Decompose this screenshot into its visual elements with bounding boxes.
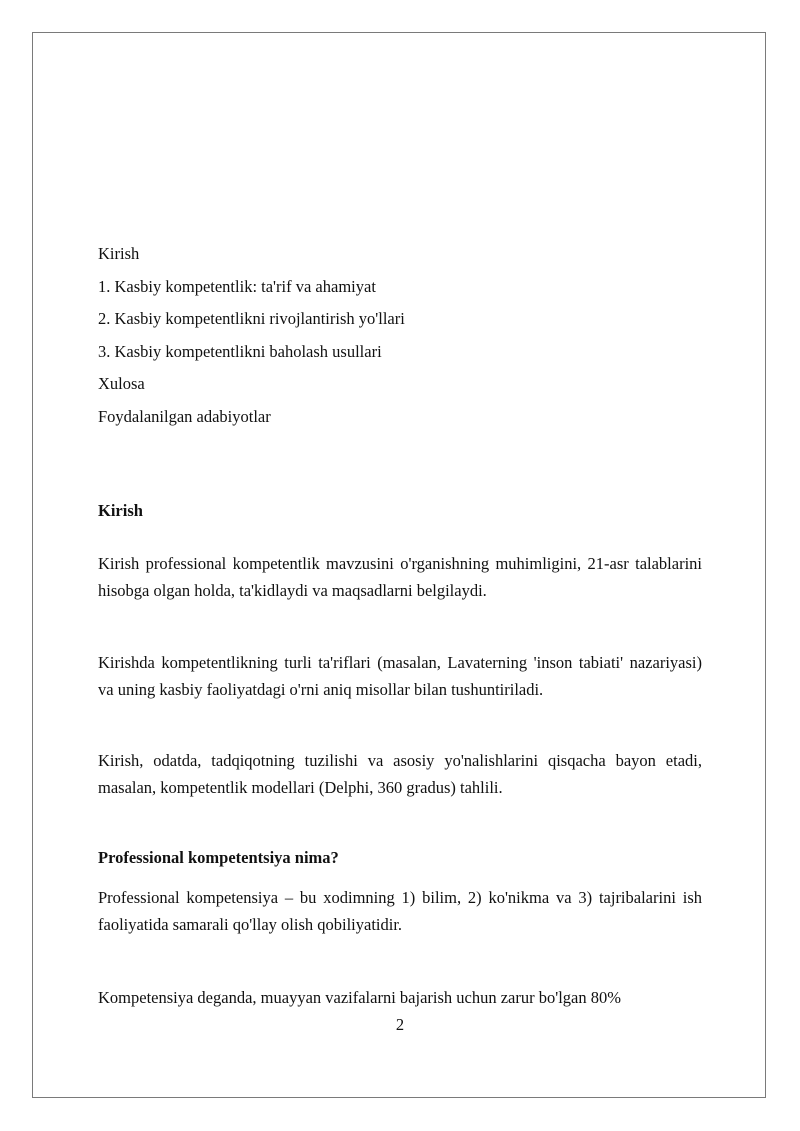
page-number: 2 [395, 1015, 405, 1034]
definition-paragraph-2: Kompetensiya deganda, muayyan vazifalarni bajarish uchun zarur bo'lgan 80% [98, 988, 621, 1007]
intro-paragraph-1: Kirish professional kompetentlik mavzusini o'rganishning muhimligini, 21-asr talablarini hisobga olgan holda, ta'kidlaydi va maqsadlarni belgilaydi. [98, 554, 702, 600]
toc-item-conclusion: Xulosa [98, 374, 145, 394]
intro-paragraph-2: Kirishda kompetentlikning turli ta'riflari (masalan, Lavaterning 'inson tabiati' nazariyasi) va uning kasbiy faoliyatdagi o'rni aniq misollar bilan tushuntiriladi. [98, 653, 702, 699]
section-heading-definition: Professional kompetentsiya nima? [98, 848, 339, 867]
toc-item-1: 1. Kasbiy kompetentlik: ta'rif va ahamiyat [98, 276, 376, 296]
toc-item-intro: Kirish [98, 244, 140, 263]
toc-item-2: 2. Kasbiy kompetentlikni rivojlantirish yo'llari [98, 309, 405, 329]
table-of-contents [98, 243, 702, 439]
intro-paragraph-3: Kirish, odatda, tadqiqotning tuzilishi va asosiy yo'nalishlarini qisqacha bayon etadi, masalan, kompetentlik modellari (Delphi, 360 gradus) tahlili. [98, 751, 702, 797]
definition-paragraph-1: Professional kompetensiya – bu xodimning 1) bilim, 2) ko'nikma va 3) tajribalarini ish faoliyatida samarali qo'llay olish qobiliyatidir. [98, 888, 702, 934]
section-heading-intro: Kirish [98, 501, 143, 520]
toc-item-references: Foydalanilgan adabiyotlar [98, 406, 271, 426]
toc-item-3: 3. Kasbiy kompetentlikni baholash usullari [98, 341, 382, 361]
